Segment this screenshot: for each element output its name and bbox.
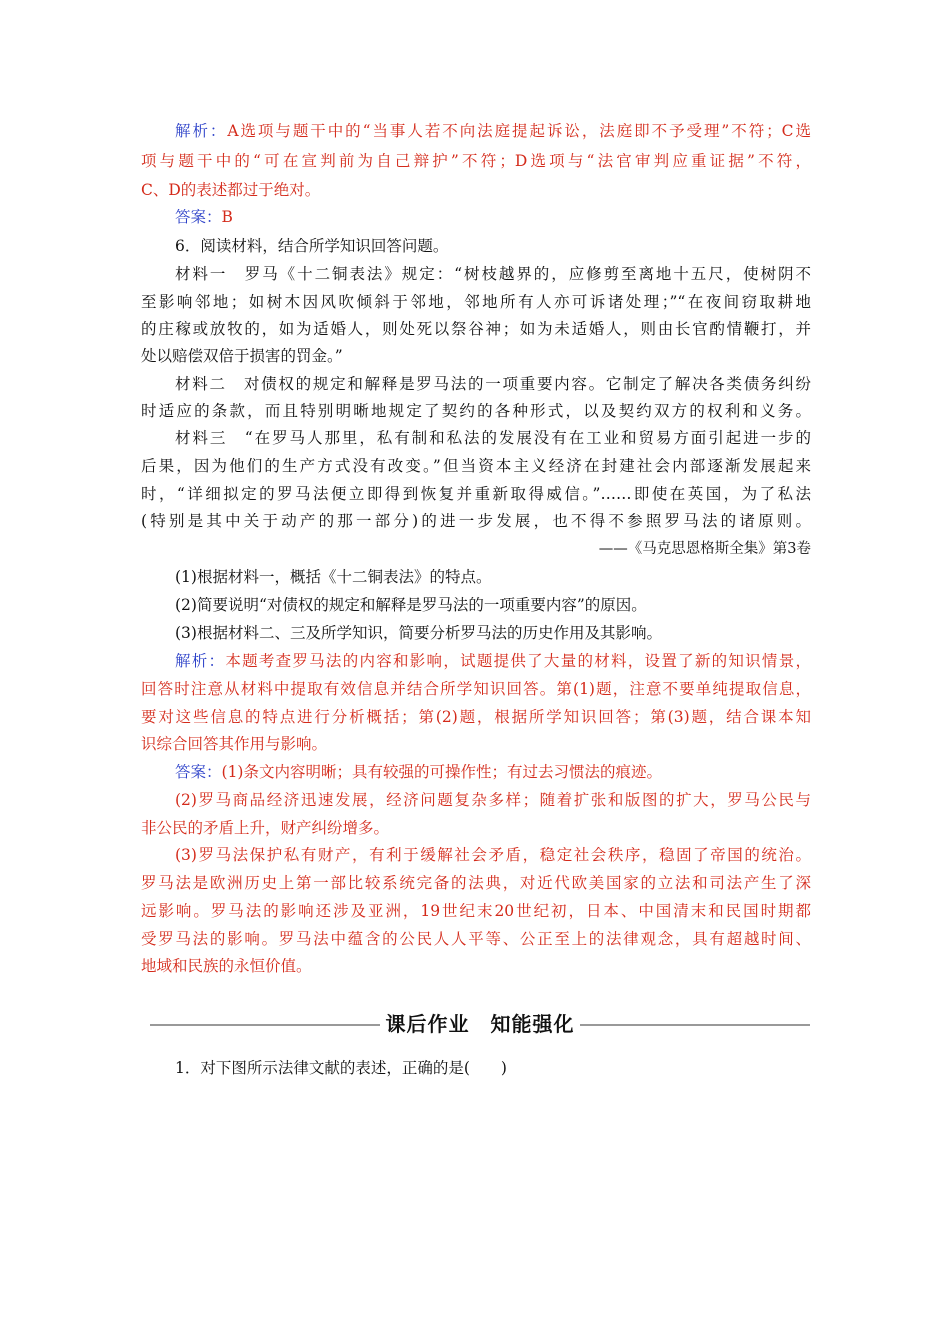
- analysis-6-line-1: 解析：本题考查罗马法的内容和影响，试题提供了大量的材料，设置了新的知识情景，: [175, 652, 811, 670]
- material-1-line-3: 的庄稼或放牧的，如为适婚人，则处死以祭谷神；如为未适婚人，则由长官酌情鞭打，并: [141, 320, 811, 338]
- analysis-5-line-1: 解析：A选项与题干中的“当事人若不向法庭提起诉讼，法庭即不予受理”不符；C选: [175, 122, 811, 140]
- answer-6-part-2-line-2: 非公民的矛盾上升，财产纠纷增多。: [141, 819, 390, 837]
- sub-question-3: (3)根据材料二、三及所学知识，简要分析罗马法的历史作用及其影响。: [175, 624, 662, 642]
- analysis-6-line-4: 识综合回答其作用与影响。: [141, 735, 328, 753]
- section-title: 课后作业 知能强化: [385, 1012, 575, 1036]
- material-3-source: ——《马克思恩格斯全集》第3卷: [598, 541, 811, 557]
- answer-value: B: [221, 208, 233, 226]
- answer-6-part-3-line-4: 受罗马法的影响。罗马法中蕴含的公民人人平等、公正至上的法律观念，具有超越时间、: [141, 930, 811, 948]
- answer-6-part-3-line-1: (3)罗马法保护私有财产，有利于缓解社会矛盾，稳定社会秩序，稳固了帝国的统治。: [175, 846, 811, 864]
- homework-question-1: 1．对下图所示法律文献的表述，正确的是( ): [175, 1059, 507, 1077]
- analysis-label: 解析：: [175, 122, 228, 140]
- material-1-line-4: 处以赔偿双倍于损害的罚金。”: [141, 347, 343, 365]
- analysis-6-line-2: 回答时注意从材料中提取有效信息并结合所学知识回答。第(1)题，注意不要单纯提取信息，: [141, 680, 811, 698]
- divider-rule-left: [150, 1024, 380, 1026]
- answer-6-part-3-line-3: 远影响。罗马法的影响还涉及亚洲，19世纪末20世纪初，日本、中国清末和民国时期都: [141, 902, 811, 920]
- question-6-stem: 6．阅读材料，结合所学知识回答问题。: [175, 237, 449, 255]
- analysis-5-line-2: 项与题干中的“可在宣判前为自己辩护”不符；D选项与“法官审判应重证据”不符，: [141, 152, 811, 170]
- material-3-line-4: (特别是其中关于动产的那一部分)的进一步发展，也不得不参照罗马法的诸原则。: [141, 512, 811, 530]
- answer-6-part-1: 答案：(1)条文内容明晰；具有较强的可操作性；有过去习惯法的痕迹。: [175, 763, 662, 781]
- material-3-line-1: 材料三 “在罗马人那里，私有制和私法的发展没有在工业和贸易方面引起进一步的: [175, 429, 811, 447]
- material-1-line-1: 材料一 罗马《十二铜表法》规定：“树枝越界的，应修剪至离地十五尺，使树阴不: [175, 265, 811, 283]
- analysis-6-line-3: 要对这些信息的特点进行分析概括；第(2)题，根据所学知识回答；第(3)题，结合课本知: [141, 708, 811, 726]
- divider-rule-right: [580, 1024, 810, 1026]
- answer-5: [175, 204, 811, 231]
- analysis-label: 解析：: [175, 652, 226, 670]
- sub-question-1: (1)根据材料一，概括《十二铜表法》的特点。: [175, 568, 492, 586]
- answer-6-part-3-line-5: 地域和民族的永恒价值。: [141, 957, 312, 975]
- material-2-line-1: 材料二 对债权的规定和解释是罗马法的一项重要内容。它制定了解决各类债务纠纷: [175, 375, 811, 393]
- material-1-line-2: 至影响邻地；如树木因风吹倾斜于邻地，邻地所有人亦可诉诸处理；”“在夜间窃取耕地: [141, 293, 811, 311]
- sub-question-2: (2)简要说明“对债权的规定和解释是罗马法的一项重要内容”的原因。: [175, 596, 647, 614]
- material-3-line-3: 时，“详细拟定的罗马法便立即得到恢复并重新取得威信。”……即使在英国，为了私法: [141, 485, 811, 503]
- answer-6-part-3-line-2: 罗马法是欧洲历史上第一部比较系统完备的法典，对近代欧美国家的立法和司法产生了深: [141, 874, 811, 892]
- material-2-line-2: 时适应的条款，而且特别明晰地规定了契约的各种形式，以及契约双方的权利和义务。: [141, 402, 811, 420]
- answer-6-part-2-line-1: (2)罗马商品经济迅速发展，经济问题复杂多样；随着扩张和版图的扩大，罗马公民与: [175, 791, 811, 809]
- analysis-5-line-3: C、D的表述都过于绝对。: [141, 181, 321, 199]
- section-divider: [150, 1006, 810, 1046]
- material-3-line-2: 后果，因为他们的生产方式没有改变。”但当资本主义经济在封建社会内部逐渐发展起来: [141, 457, 811, 475]
- answer-label: 答案：: [175, 208, 222, 226]
- answer-label: 答案：: [175, 763, 222, 781]
